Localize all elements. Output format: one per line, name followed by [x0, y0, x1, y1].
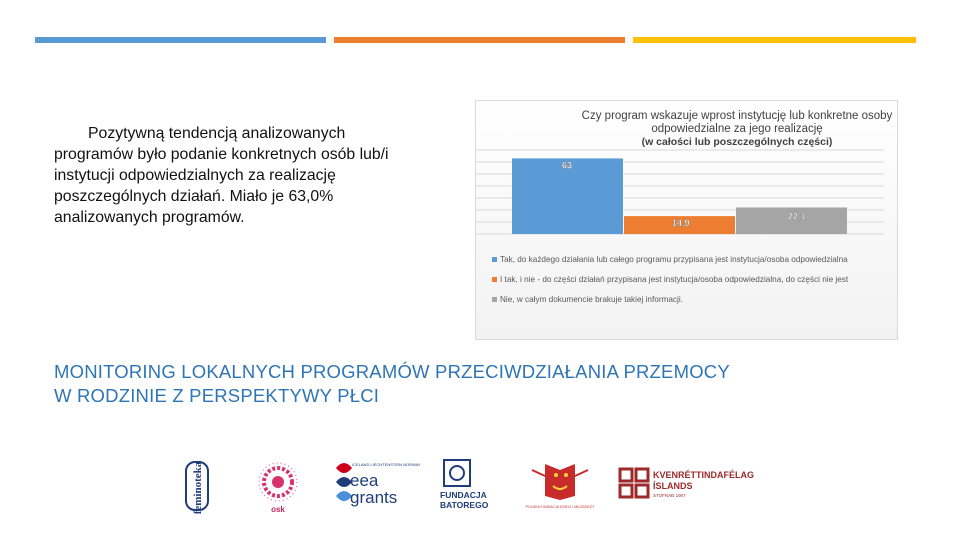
osk-logo	[259, 463, 297, 514]
legend-label: I tak, i nie - do części działań przypisana jest instytucja/osoba odpowiedzialna, do części nie jest	[500, 275, 849, 284]
kvenrettindafelag-logo	[620, 469, 754, 498]
chart-subtitle: (w całości lub poszczególnych części)	[641, 136, 833, 148]
feminoteka-logo	[186, 461, 208, 514]
polska-fundacja-logo	[526, 464, 595, 509]
chart-title: Czy program wskazuje wprost instytucję lub konkretne osoby odpowiedzialne za jego realizację	[581, 110, 893, 135]
kvenrett-line3: STOFNAÐ 1907	[653, 493, 686, 498]
eea-text: eea	[350, 471, 379, 490]
heading-line-2: W RODZINIE Z PERSPEKTYWY PŁCI	[54, 385, 380, 406]
bar-label-3: 22,1	[788, 211, 806, 222]
fundacja-batorego-logo	[440, 460, 489, 510]
legend-label: Nie, w całym dokumencie brakuje takiej informacji.	[500, 295, 683, 304]
feminoteka-text: feminoteka	[192, 461, 204, 515]
bar-label-2: 14,9	[672, 218, 690, 229]
eea-countries: ICELAND LIECHTENSTEIN NORWAY	[352, 462, 421, 467]
osk-text: osk	[271, 505, 285, 514]
batory-line2: BATOREGO	[440, 500, 489, 510]
eea-grants-logo	[336, 462, 421, 507]
kvenrett-line2: ÍSLANDS	[653, 481, 693, 491]
heading-line-1: MONITORING LOKALNYCH PROGRAMÓW PRZECIWDZIAŁANIA PRZEMOCY	[54, 361, 730, 382]
kvenrett-line1: KVENRÉTTINDAFÉLAG	[653, 470, 754, 480]
bar-label-1: 63	[562, 160, 573, 171]
body-text: Pozytywną tendencją analizowanych programów było podanie konkretnych osób lub/i instytucji odpowiedzialnych za realizację poszczególnych działań. Miało je 63,0% analizowanych programów.	[54, 125, 389, 226]
grants-text: grants	[350, 488, 398, 507]
batory-line1: FUNDACJA	[440, 490, 487, 500]
polska-fundacja-text: POLSKA FUNDACJA DZIECI I MŁODZIEŻY	[525, 505, 595, 509]
legend-label: Tak, do każdego działania lub całego programu przypisana jest instytucja/osoba odpowiedzialna	[500, 255, 848, 264]
